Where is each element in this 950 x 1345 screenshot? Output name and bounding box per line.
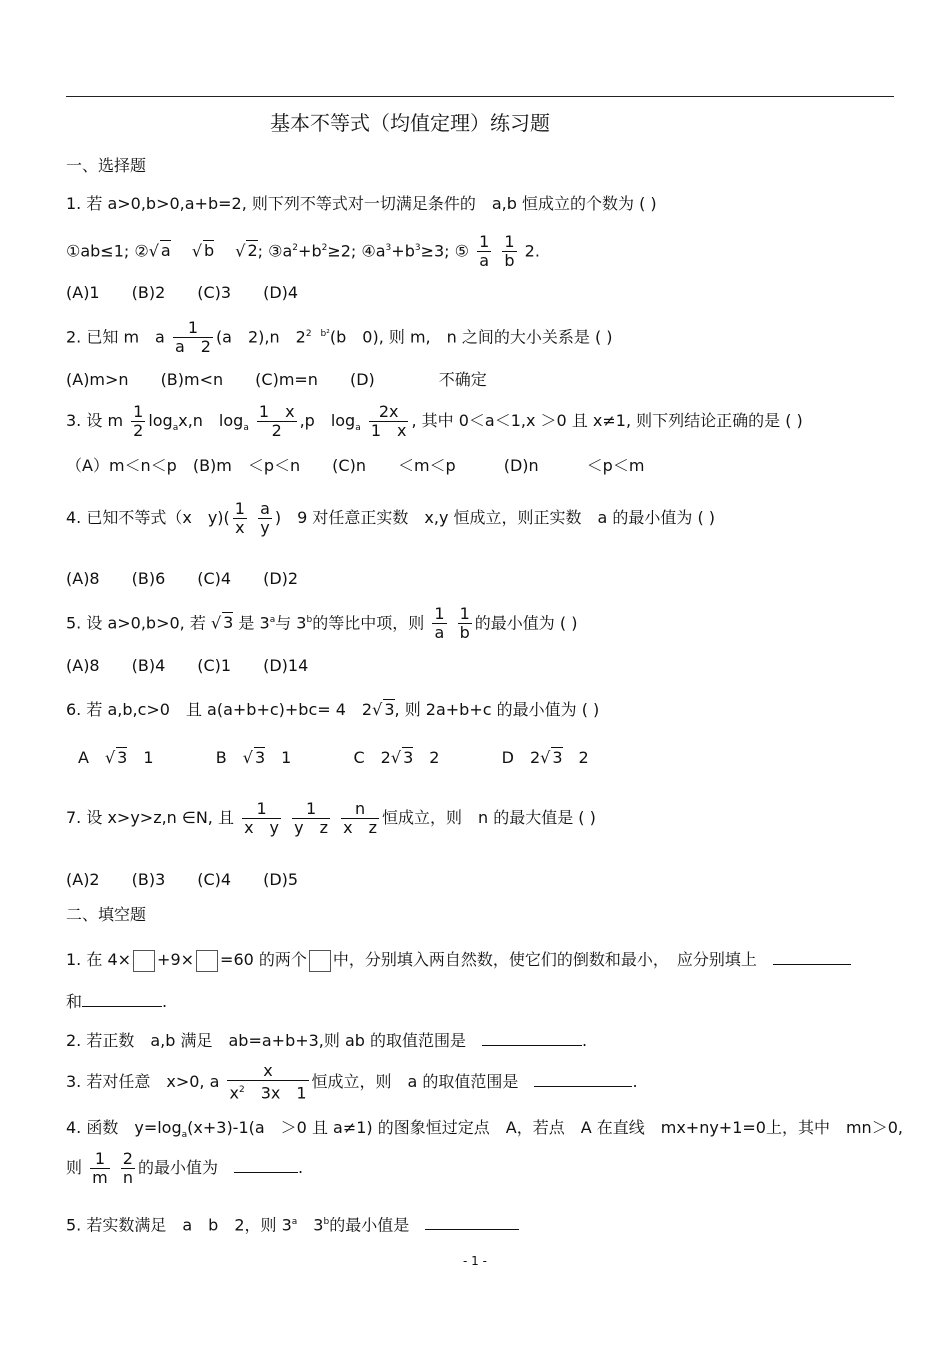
- q6-choices: A √ 3 1 B √ 3 1 C 2√ 3 2 D 2√ 3 2: [78, 748, 589, 767]
- answer-blank[interactable]: [482, 1045, 582, 1046]
- page-number: - 1 -: [463, 1254, 487, 1268]
- q7-choices: (A)2 (B)3 (C)4 (D)5: [66, 870, 299, 889]
- top-rule: [66, 96, 894, 97]
- answer-box[interactable]: [309, 950, 331, 972]
- sqrt-icon: √: [372, 700, 383, 719]
- f1-stem: 1. 在 4× +9× =60 的两个 中，分别填入两自然数，使它们的倒数和最小， 应分别填上: [66, 946, 851, 974]
- q5-stem: 5. 设 a>0,b>0, 若 √ 3 是 3$^a$与 3$^b$的等比中项，则 $\frac{1}{a}$ $\frac{1}{b}$ 的最小值为 ( ): [66, 604, 578, 643]
- answer-blank[interactable]: [773, 964, 851, 965]
- q1-options: ①ab≤1; ②√ a √ b √ 2; $③a^2+b^2\ge 2$; $④a^3+b^3\ge 3$; ⑤ $\frac{1}{a}$ $\frac{1}{b}$ 2.: [66, 232, 540, 271]
- answer-blank[interactable]: [82, 1006, 162, 1007]
- sqrt-icon: √: [104, 748, 116, 767]
- answer-box[interactable]: [133, 950, 155, 972]
- q4-choices: (A)8 (B)6 (C)4 (D)2: [66, 569, 299, 588]
- answer-box[interactable]: [196, 950, 218, 972]
- q2-stem: 2. 已知 m a $\frac{1}{a 2}$ (a 2),n $2^{2 b^2}(b$ 0), 则 m, n 之间的大小关系是 ( ): [66, 318, 613, 357]
- q2-choices: (A)m>n (B)m<n (C)m=n (D) 不确定: [66, 370, 487, 389]
- q5-choices: (A)8 (B)4 (C)1 (D)14: [66, 656, 309, 675]
- sqrt-icon: √: [390, 748, 402, 767]
- sqrt-icon: √: [148, 241, 159, 261]
- sqrt-icon: √: [210, 613, 222, 633]
- f3-stem: 3. 若对任意 x>0, a $\frac{x}{x^2 3x 1}$ 恒成立，则 a 的取值范围是 .: [66, 1061, 638, 1103]
- section-choice: 一、选择题: [66, 156, 147, 175]
- q6-stem: 6. 若 a,b,c>0 且 a(a+b+c)+bc= 4 2√ 3, 则 2a+b+c 的最小值为 ( ): [66, 700, 600, 719]
- page-title: 基本不等式（均值定理）练习题: [270, 111, 550, 135]
- q3-choices: （A）m＜n＜p (B)m ＜p＜n (C)n ＜m＜p (D)n ＜p＜m: [66, 456, 645, 475]
- q1-stem: 1. 若 a>0,b>0,a+b=2, 则下列不等式对一切满足条件的 a,b 恒成立的个数为 ( ): [66, 194, 657, 213]
- f2-stem: 2. 若正数 a,b 满足 ab=a+b+3,则 ab 的取值范围是 .: [66, 1031, 588, 1050]
- q7-stem: 7. 设 x>y>z,n ∈N, 且 $\frac{1}{\text{x y}}$ $\frac{1}{\text{y z}}$ $\frac{n}{\text{x z}}$ 恒成立，则 n 的最大值是 ( ): [66, 799, 596, 837]
- answer-blank[interactable]: [425, 1229, 519, 1230]
- sqrt-icon: √: [540, 748, 551, 767]
- sqrt-icon: √: [191, 241, 203, 261]
- f5-stem: 5. 若实数满足 a b 2，则 3$^a$ 3$^b$的最小值是: [66, 1212, 519, 1235]
- answer-blank[interactable]: [534, 1086, 632, 1087]
- q1-choices: (A)1 (B)2 (C)3 (D)4: [66, 283, 299, 302]
- q3-stem: 3. 设 m $\frac{1}{2}$ $\log_ax,n$ $\log_a$ $\frac{1 x}{2}$ ,p $\log_a$ $\frac{2x}{1 x}$ , 其中 0＜a＜1,x ＞0 且 x≠1, 则下列结论正确的是 ( ): [66, 402, 803, 440]
- section-fill: 二、填空题: [66, 905, 147, 924]
- answer-blank[interactable]: [234, 1172, 298, 1173]
- q4-stem: 4. 已知不等式（x y)( $\frac{1}{x}$ $\frac{a}{y}$ ) 9 对任意正实数 x,y 恒成立，则正实数 a 的最小值为 ( ): [66, 499, 716, 537]
- f4-stem: 4. 函数 $y=\log_a(x+3)-1(a$ ＞0 且 a≠1) 的图象恒过定点 A，若点 A 在直线 mx+ny+1=0上，其中 mn＞0,: [66, 1118, 903, 1141]
- f1-line2: 和 .: [66, 992, 168, 1011]
- sqrt-icon: √: [235, 241, 246, 261]
- f4-line2: 则 $\frac{1}{m}$ $\frac{2}{n}$ 的最小值为 .: [66, 1149, 304, 1187]
- sqrt-icon: √: [242, 748, 253, 767]
